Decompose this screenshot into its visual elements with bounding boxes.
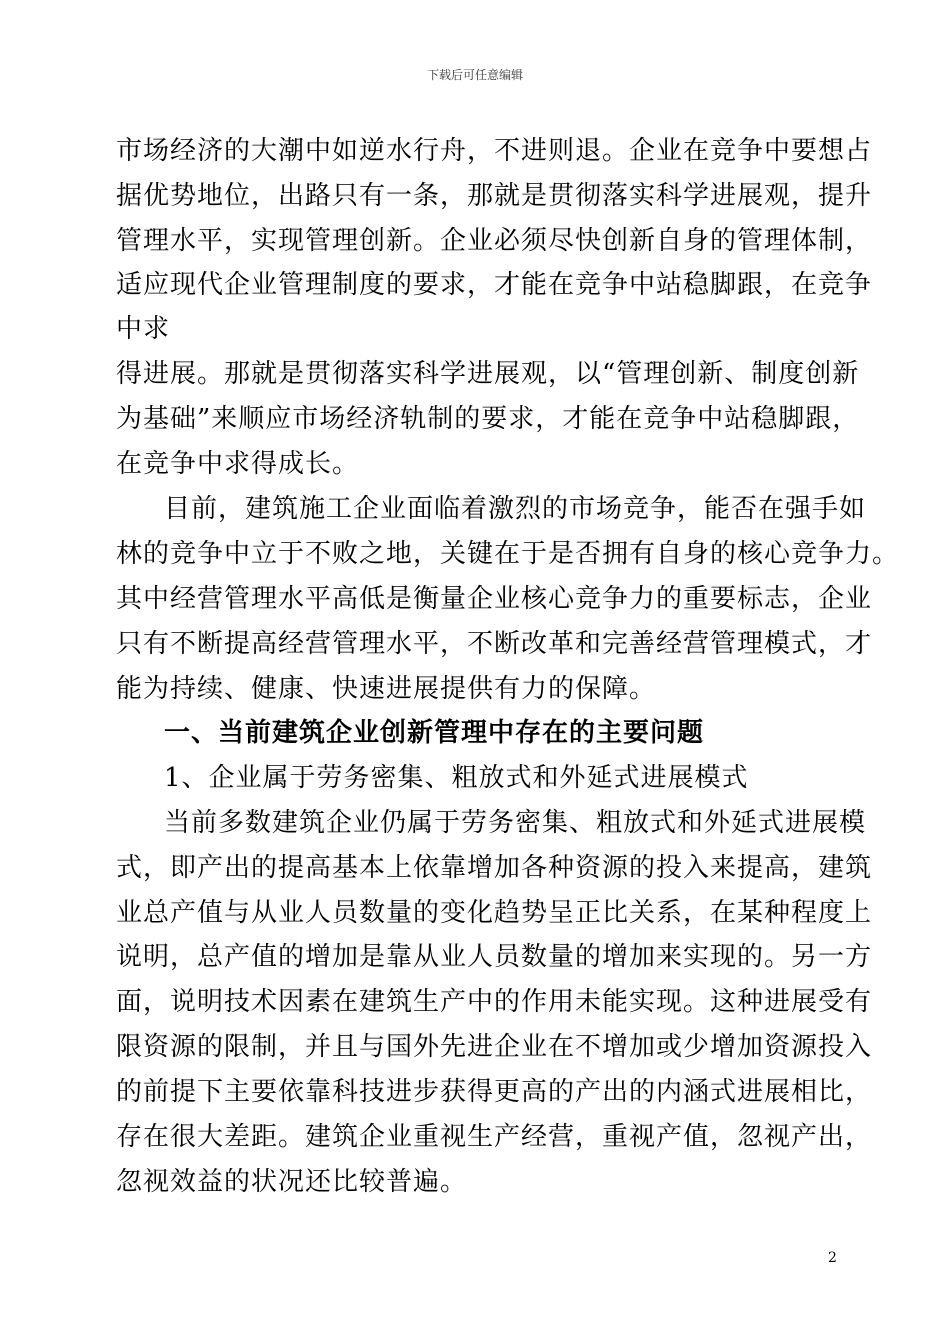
paragraph-line: 目前，建筑施工企业面临着激烈的市场竞争，能否在强手如 — [164, 494, 867, 524]
subsection-heading: 1、企业属于劳务密集、粗放式和外延式进展模式 — [164, 763, 749, 793]
paragraph-line: 其中经营管理水平高低是衡量企业核心竞争力的重要标志，企业 — [116, 584, 873, 614]
paragraph-line: 适应现代企业管理制度的要求，才能在竞争中站稳脚跟，在竞争 — [116, 270, 873, 300]
paragraph-line: 据优势地位，出路只有一条，那就是贯彻落实科学进展观，提升 — [116, 181, 873, 211]
paragraph-line: 式，即产出的提高基本上依靠增加各种资源的投入来提高，建筑 — [116, 853, 873, 883]
paragraph-line: 能为持续、健康、快速进展提供有力的保障。 — [116, 674, 657, 704]
paragraph-line: 的前提下主要依靠科技进步获得更高的产出的内涵式进展相比， — [116, 1077, 873, 1107]
paragraph-line: 在竞争中求得成长。 — [116, 449, 360, 479]
section-heading: 一、当前建筑企业创新管理中存在的主要问题 — [164, 718, 705, 748]
paragraph-line: 林的竞争中立于不败之地，关键在于是否拥有自身的核心竞争力。 — [116, 539, 900, 569]
paragraph-line: 说明，总产值的增加是靠从业人员数量的增加来实现的。另一方 — [116, 942, 873, 972]
paragraph-line: 面，说明技术因素在建筑生产中的作用未能实现。这种进展受有 — [116, 987, 873, 1017]
paragraph-line: 存在很大差距。建筑企业重视生产经营，重视产值，忽视产出， — [116, 1122, 873, 1152]
paragraph-line: 只有不断提高经营管理水平，不断改革和完善经营管理模式，才 — [116, 629, 873, 659]
paragraph-line: 为基础”来顺应市场经济轨制的要求，才能在竞争中站稳脚跟， — [116, 404, 860, 434]
paragraph-line: 业总产值与从业人员数量的变化趋势呈正比关系，在某种程度上 — [116, 898, 873, 928]
paragraph-line: 忽视效益的状况还比较普遍。 — [116, 1167, 468, 1197]
paragraph-line: 得进展。那就是贯彻落实科学进展观，以“管理创新、制度创新 — [116, 359, 860, 389]
paragraph-line: 限资源的限制，并且与国外先进企业在不增加或少增加资源投入 — [116, 1032, 873, 1062]
paragraph-line: 管理水平，实现管理创新。企业必须尽快创新自身的管理体制， — [116, 226, 873, 256]
paragraph-line: 当前多数建筑企业仍属于劳务密集、粗放式和外延式进展模 — [164, 808, 867, 838]
paragraph-line: 市场经济的大潮中如逆水行舟，不进则退。企业在竞争中要想占 — [116, 136, 873, 166]
paragraph-line: 中求 — [116, 314, 171, 344]
watermark-header: 下载后可任意编辑 — [426, 68, 523, 82]
page-number: 2 — [828, 1250, 837, 1266]
